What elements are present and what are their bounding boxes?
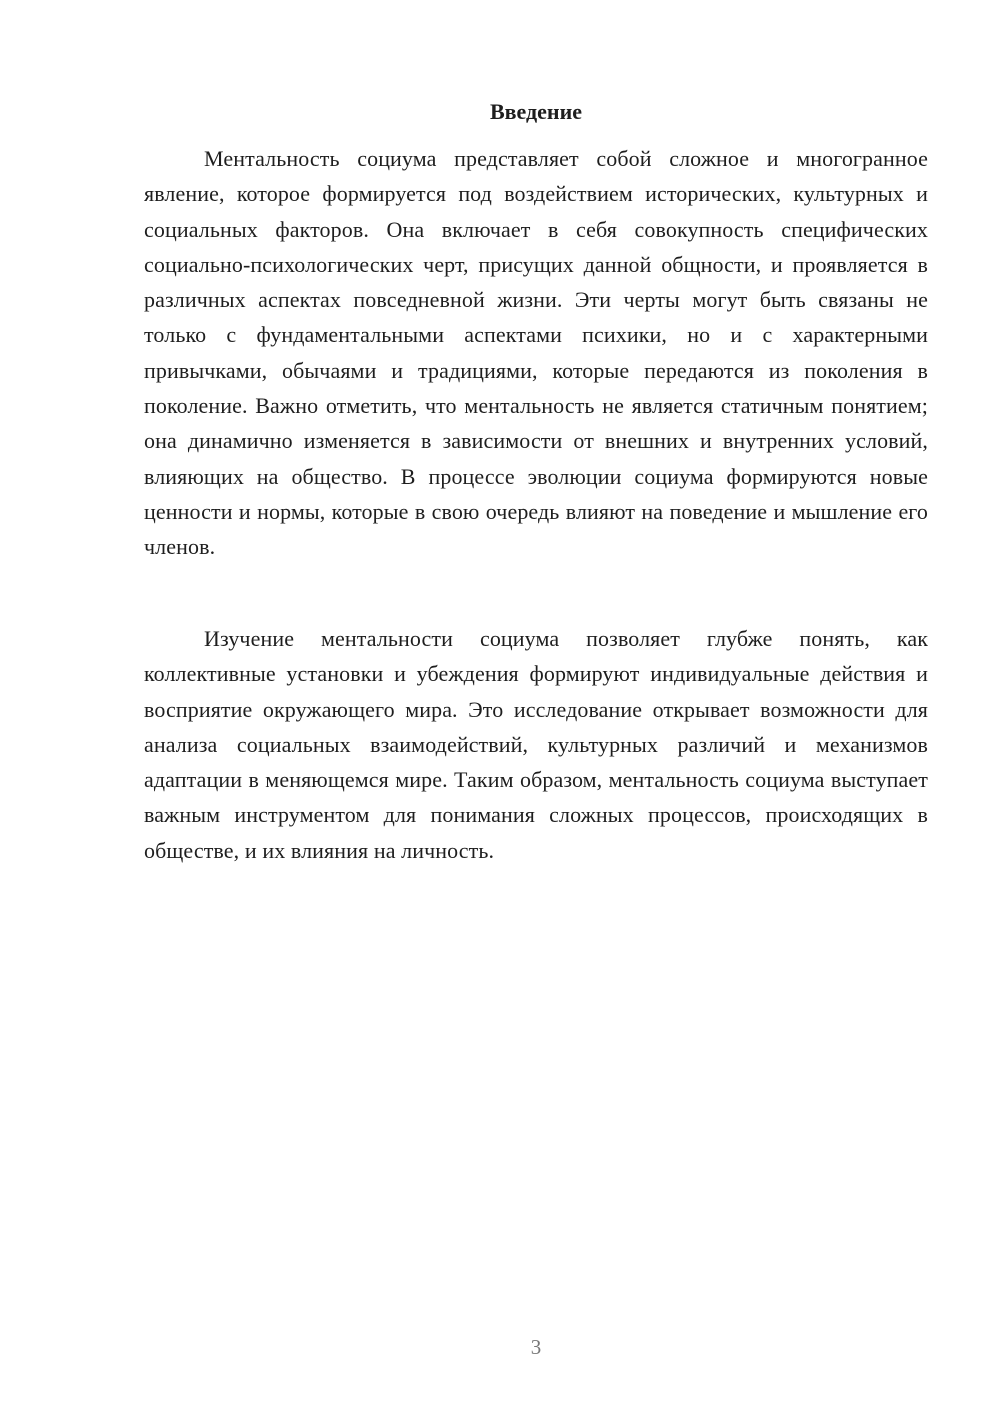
page-number: 3 [530,1335,542,1359]
paragraph-2: Изучение ментальности социума позволяет глубже понять, как коллективные установки и убеждения формируют индивидуальные действия и восприятие окружающего мира. Это исследование открывает возможности для анализа социальных взаимодействий, культурных различий и механизмов адаптации в меняющемся мире. Таким образом, ментальность социума выступает важным инструментом для понимания сложных процессов, происходящих в обществе, и их влияния на личность. [144,626,928,863]
paragraph-1: Ментальность социума представляет собой сложное и многогранное явление, которое формируется под воздействием исторических, культурных и социальных факторов. Она включает в себя совокупность специфических социально-психологических черт, присущих данной общности, и проявляется в различных аспектах повседневной жизни. Эти черты могут быть связаны не только с фундаментальными аспектами психики, но и с характерными привычками, обычаями и традициями, которые передаются из поколения в поколение. Важно отметить, что ментальность не является статичным понятием; она динамично изменяется в зависимости от внешних и внутренних условий, влияющих на общество. В процессе эволюции социума формируются новые ценности и нормы, которые в свою очередь влияют на поведение и мышление его членов. [144,146,928,560]
section-heading: Введение [489,99,583,124]
